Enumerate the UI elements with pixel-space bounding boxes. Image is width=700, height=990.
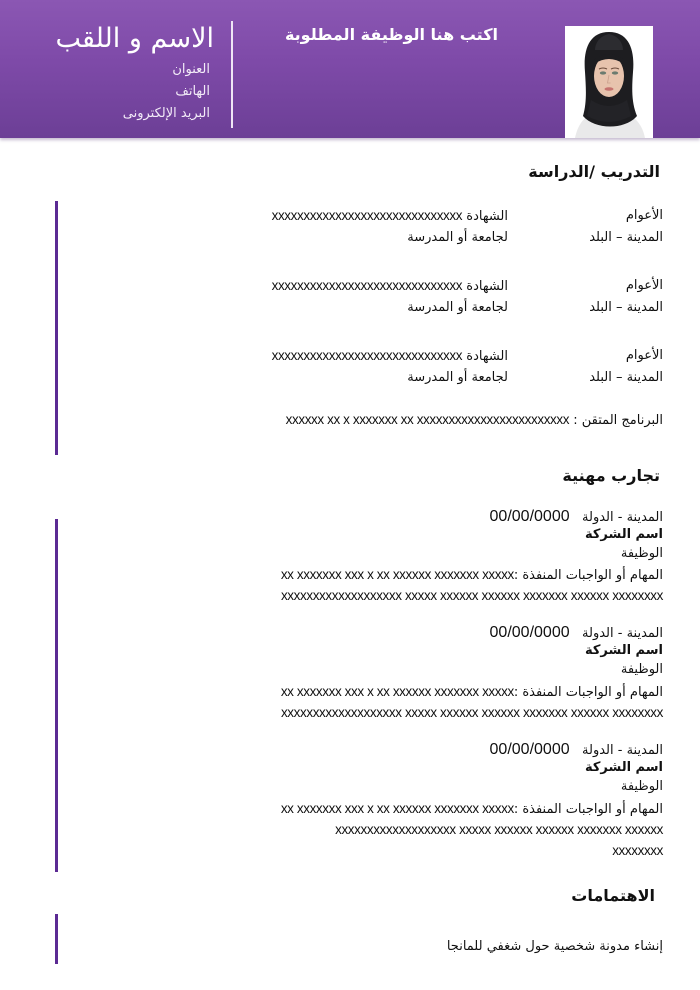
interest-item: إنشاء مدونة شخصية حول شغفي للمانجا <box>446 939 663 954</box>
education-school: لجامعة أو المدرسة <box>407 230 508 245</box>
person-photo-icon <box>565 26 653 138</box>
education-city: المدينة – البلد <box>589 300 663 315</box>
tasks-line <box>281 683 663 701</box>
interests-section-title: الاهتمامات <box>571 886 655 905</box>
experience-location: المدينة - الدولة <box>582 510 663 525</box>
software-line <box>286 411 663 429</box>
education-years: الأعوام <box>625 348 663 363</box>
education-city: المدينة – البلد <box>589 370 663 385</box>
education-city: المدينة – البلد <box>589 230 663 245</box>
experience-header-line <box>490 508 663 526</box>
education-school: لجامعة أو المدرسة <box>407 300 508 315</box>
company-name: اسم الشركة <box>584 643 663 658</box>
header-divider <box>231 21 233 128</box>
software-label: البرنامج المتقن : <box>573 413 663 428</box>
tasks-line <box>281 566 663 584</box>
job-title: اكتب هنا الوظيفة المطلوبة <box>284 25 498 44</box>
education-degree <box>272 277 508 295</box>
degree-value: xxxxxxxxxxxxxxxxxxxxxxxxxxxxxx <box>271 278 463 293</box>
tasks-text-continued: xxxxxxxxxxxxxxxxxxx xxxxx xxxxxx xxxxxx xxxxxxx xxxxxx xxxxxxxx <box>280 588 663 603</box>
software-value: xxxxxx xx x xxxxxxx xx xxxxxxxxxxxxxxxxxxxxxxxx <box>285 412 570 427</box>
tasks-label: المهام أو الواجبات المنفذة : <box>513 568 663 583</box>
company-name: اسم الشركة <box>584 760 663 775</box>
experience-location: المدينة - الدولة <box>582 626 663 641</box>
education-accent-bar <box>55 201 58 455</box>
tasks-text: xx xxxxxxx xxx x xx xxxxxx xxxxxxx xxxxx <box>280 567 514 582</box>
experience-section-title: تجارب مهنية <box>562 466 660 485</box>
education-section-title: التدريب /الدراسة <box>528 162 660 181</box>
education-years: الأعوام <box>625 208 663 223</box>
profile-photo <box>565 26 653 138</box>
education-degree <box>272 207 508 225</box>
resume-header <box>0 0 700 138</box>
experience-date: 00/00/0000 <box>489 741 570 758</box>
position-title: الوظيفة <box>620 779 663 794</box>
position-title: الوظيفة <box>620 662 663 677</box>
degree-value: xxxxxxxxxxxxxxxxxxxxxxxxxxxxxx <box>271 348 463 363</box>
education-years: الأعوام <box>625 278 663 293</box>
degree-label: الشهادة <box>466 209 508 224</box>
company-name: اسم الشركة <box>584 527 663 542</box>
phone-field: الهاتف <box>175 84 210 99</box>
tasks-text-continued: xxxxxxxxxxxxxxxxxxx xxxxx xxxxxx xxxxxx xxxxxxx xxxxxx <box>335 822 663 837</box>
tasks-label: المهام أو الواجبات المنفذة : <box>513 802 663 817</box>
full-name: الاسم و اللقب <box>55 23 214 54</box>
education-school: لجامعة أو المدرسة <box>407 370 508 385</box>
tasks-text-continued: xxxxxxxxxxxxxxxxxxx xxxxx xxxxxx xxxxxx xxxxxxx xxxxxx xxxxxxxx <box>280 705 663 720</box>
tasks-text-continued: xxxxxxxx <box>612 843 663 858</box>
tasks-line <box>281 800 663 818</box>
experience-header-line <box>490 741 663 759</box>
degree-value: xxxxxxxxxxxxxxxxxxxxxxxxxxxxxx <box>271 208 463 223</box>
experience-date: 00/00/0000 <box>489 508 570 525</box>
experience-header-line <box>490 624 663 642</box>
experience-accent-bar <box>55 519 58 872</box>
education-degree <box>272 347 508 365</box>
experience-location: المدينة - الدولة <box>582 743 663 758</box>
experience-date: 00/00/0000 <box>489 624 570 641</box>
tasks-text: xx xxxxxxx xxx x xx xxxxxx xxxxxxx xxxxx <box>280 801 514 816</box>
email-field: البريد الإلكترونى <box>122 106 210 121</box>
address-field: العنوان <box>172 62 210 77</box>
degree-label: الشهادة <box>466 279 508 294</box>
interests-accent-bar <box>55 914 58 964</box>
degree-label: الشهادة <box>466 349 508 364</box>
tasks-text: xx xxxxxxx xxx x xx xxxxxx xxxxxxx xxxxx <box>280 684 514 699</box>
tasks-label: المهام أو الواجبات المنفذة : <box>513 685 663 700</box>
position-title: الوظيفة <box>620 546 663 561</box>
